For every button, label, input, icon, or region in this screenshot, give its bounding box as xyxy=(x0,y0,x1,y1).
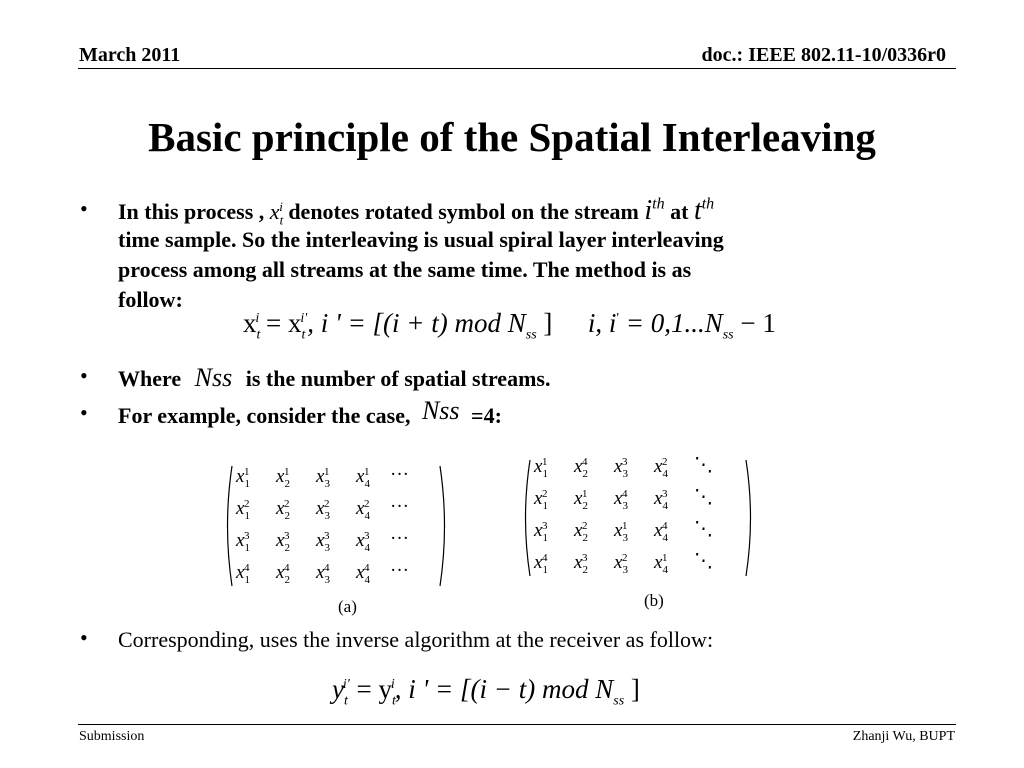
matrix-a-cell: $x_2^1$ xyxy=(276,465,290,490)
slide-title: Basic principle of the Spatial Interleaving xyxy=(148,114,876,160)
matrix-b-ellipsis: ⋱ xyxy=(694,487,713,508)
header-doc-id: doc.: IEEE 802.11-10/0336r0 xyxy=(701,44,946,66)
matrix-a-cell: $x_2^3$ xyxy=(276,529,290,554)
footer-rule xyxy=(78,724,956,725)
matrix-a-ellipsis: ··· xyxy=(390,496,409,517)
matrix-b-ellipsis: ⋱ xyxy=(694,455,713,476)
deinterleave-formula: $y_t^{i'} = y_t^i$, i ' = [(i − t) mod $N_{ss}$ ] xyxy=(332,674,640,709)
matrix-a-cell: $x_1^3$ xyxy=(236,529,250,554)
matrix-a-caption: (a) xyxy=(338,597,357,616)
matrix-b-cell: $x_3^2$ xyxy=(614,551,628,576)
bullet-2: Where Nss is the number of spatial streams. xyxy=(118,363,551,392)
bullet-3: For example, consider the case, Nss =4: xyxy=(118,396,502,428)
matrix-b-cell: $x_3^4$ xyxy=(614,487,628,512)
matrix-a-cell: $x_1^4$ xyxy=(236,561,250,586)
symbol-x-ti: $x_t^i$ xyxy=(269,198,284,228)
matrix-a-cell: $x_3^3$ xyxy=(316,529,330,554)
footer-submission: Submission xyxy=(79,729,145,744)
bullet-1-line-2: time sample. So the interleaving is usual spiral layer interleaving xyxy=(118,227,724,252)
interleave-formula: $x_t^i = x_t^{i'}$, i ' = [(i + t) mod $N_{ss}$ ] i, $i' = 0,1...N_{ss} - 1$ xyxy=(243,308,776,343)
matrix-a-cell: $x_4^2$ xyxy=(356,497,370,522)
matrix-b-cell: $x_4^4$ xyxy=(654,519,668,544)
bullet-1-line-4: follow: xyxy=(118,287,183,312)
matrix-b-cell: $x_1^4$ xyxy=(534,551,548,576)
matrix-b-cell: $x_2^3$ xyxy=(574,551,588,576)
matrix-a-ellipsis: ··· xyxy=(390,464,409,485)
matrix-a-cell: $x_4^1$ xyxy=(356,465,370,490)
matrix-a-cell: $x_2^4$ xyxy=(276,561,290,586)
matrix-b-cell: $x_4^1$ xyxy=(654,551,668,576)
matrix-b-cell: $x_3^3$ xyxy=(614,455,628,480)
header-date: March 2011 xyxy=(79,44,181,66)
matrix-a-cell: $x_1^1$ xyxy=(236,465,250,490)
matrix-a-cell: $x_4^3$ xyxy=(356,529,370,554)
matrix-a-cell: $x_1^2$ xyxy=(236,497,250,522)
matrix-b-cell: $x_2^4$ xyxy=(574,455,588,480)
matrix-b xyxy=(520,456,756,580)
matrix-a-cell: $x_2^2$ xyxy=(276,497,290,522)
matrix-b-caption: (b) xyxy=(644,591,664,610)
matrix-a-cell: $x_3^1$ xyxy=(316,465,330,490)
matrix-a-ellipsis: ··· xyxy=(390,560,409,581)
matrix-a-ellipsis: ··· xyxy=(390,528,409,549)
symbol-nss: Nss xyxy=(421,396,460,425)
bullet-marker: • xyxy=(80,400,88,425)
symbol-i-th: $i^{th}$ xyxy=(644,195,665,226)
bullet-4: Corresponding, uses the inverse algorithm at the receiver as follow: xyxy=(118,627,714,652)
header-rule xyxy=(78,68,956,69)
bullet-1-line-3: process among all streams at the same time. The method is as xyxy=(118,257,692,282)
matrix-a xyxy=(222,462,450,590)
bullet-marker: • xyxy=(80,363,88,388)
symbol-t-th: $t^{th}$ xyxy=(693,195,715,226)
bullet-marker: • xyxy=(80,625,88,650)
matrix-b-ellipsis: ⋱ xyxy=(694,519,713,540)
bullet-1: In this process , $x_t^i$ denotes rotated symbol on the stream $i^{th}$ at $t^{th}$ xyxy=(118,195,715,228)
matrix-b-cell: $x_2^1$ xyxy=(574,487,588,512)
matrix-b-cell: $x_1^3$ xyxy=(534,519,548,544)
matrix-a-cell: $x_3^4$ xyxy=(316,561,330,586)
matrix-b-cell: $x_1^2$ xyxy=(534,487,548,512)
matrix-b-cell: $x_2^2$ xyxy=(574,519,588,544)
symbol-nss: Nss xyxy=(194,363,233,392)
footer-author: Zhanji Wu, BUPT xyxy=(852,729,955,744)
bullet-marker: • xyxy=(80,196,88,221)
matrix-b-ellipsis: ⋱ xyxy=(694,551,713,572)
matrix-b-cell: $x_3^1$ xyxy=(614,519,628,544)
matrix-b-cell: $x_4^2$ xyxy=(654,455,668,480)
matrix-b-cell: $x_4^3$ xyxy=(654,487,668,512)
matrix-b-cell: $x_1^1$ xyxy=(534,455,548,480)
matrix-a-cell: $x_3^2$ xyxy=(316,497,330,522)
matrix-a-cell: $x_4^4$ xyxy=(356,561,370,586)
